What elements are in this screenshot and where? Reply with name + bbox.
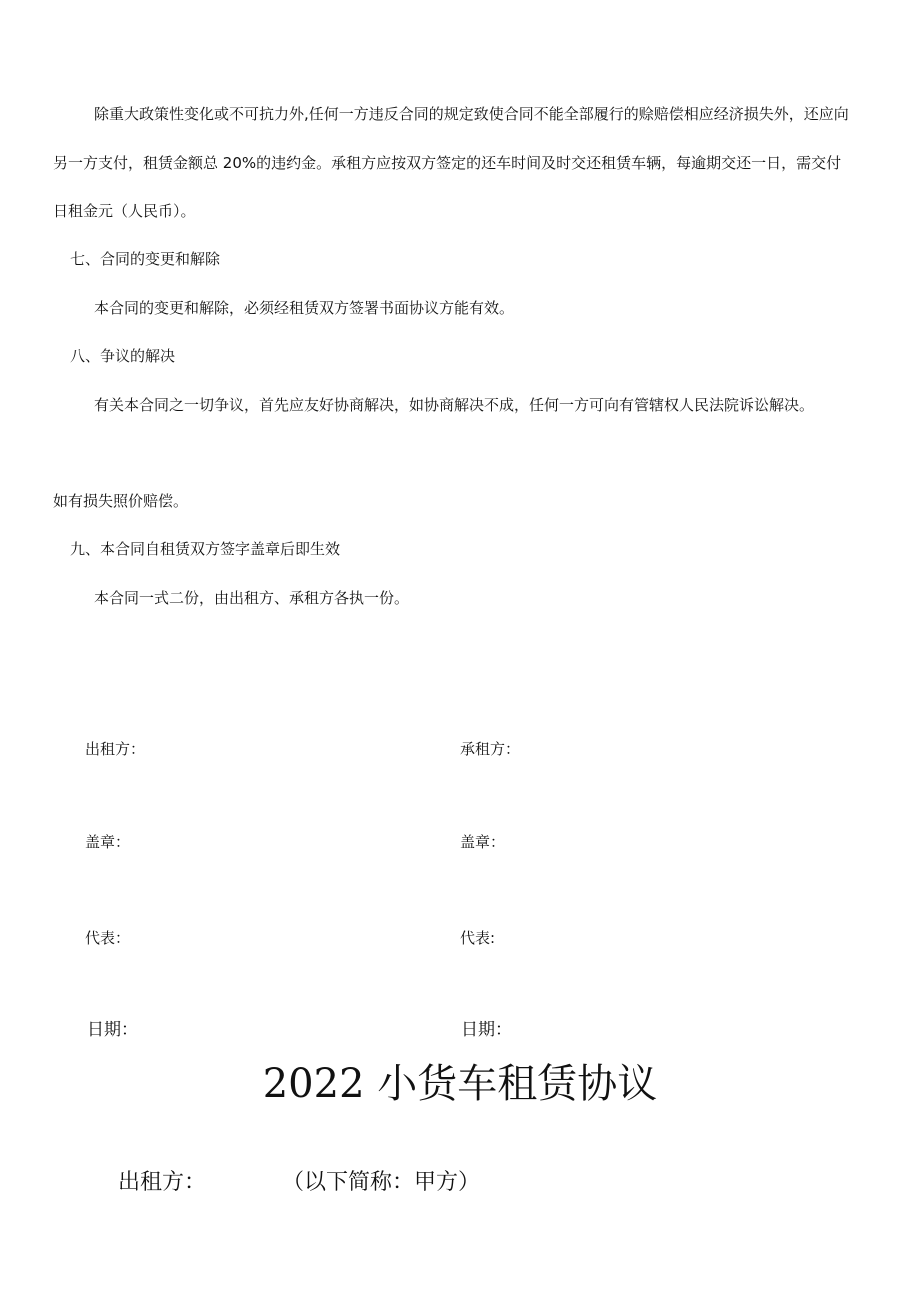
section-9-body: 本合同一式二份，由出租方、承租方各执一份。 bbox=[94, 589, 410, 607]
lessee-party-label: 承租方： bbox=[460, 740, 521, 758]
document-title: 2022 小货车租赁协议 bbox=[262, 1061, 658, 1107]
section-8-body: 有关本合同之一切争议，首先应友好协商解决，如协商解决不成，任何一方可向有管辖权人民法院诉讼解决。 bbox=[94, 396, 815, 414]
new-contract-lessor-note: （以下简称：甲方） bbox=[282, 1170, 481, 1195]
section-9-heading: 九、本合同自租赁双方签字盖章后即生效 bbox=[70, 540, 341, 558]
breach-paragraph-line-2: 另一方支付，租赁金额总 20%的违约金。承租方应按双方签定的还车时间及时交还租赁车辆，每逾期交还一日，需交付 bbox=[53, 154, 842, 172]
lessee-seal-label: 盖章： bbox=[460, 833, 506, 851]
section-7-body: 本合同的变更和解除，必须经租赁双方签署书面协议方能有效。 bbox=[94, 299, 515, 317]
lessor-date-label: 日期： bbox=[87, 1020, 138, 1040]
breach-paragraph-line-3: 日租金元（人民币）。 bbox=[53, 202, 196, 220]
lessee-representative-label: 代表: bbox=[460, 929, 496, 947]
lessee-date-label: 日期： bbox=[461, 1020, 512, 1040]
section-7-heading: 七、合同的变更和解除 bbox=[70, 250, 221, 268]
lessor-party-label: 出租方： bbox=[85, 740, 146, 758]
lessor-seal-label: 盖章： bbox=[85, 833, 131, 851]
section-8-heading: 八、争议的解决 bbox=[70, 347, 176, 365]
new-contract-lessor-label: 出租方： bbox=[118, 1170, 207, 1195]
damage-compensation-line: 如有损失照价赔偿。 bbox=[53, 492, 189, 510]
lessor-representative-label: 代表： bbox=[85, 929, 131, 947]
breach-paragraph-line-1: 除重大政策性变化或不可抗力外,任何一方违反合同的规定致使合同不能全部履行的赊赔偿相应经济损失外，还应向 bbox=[94, 105, 849, 123]
